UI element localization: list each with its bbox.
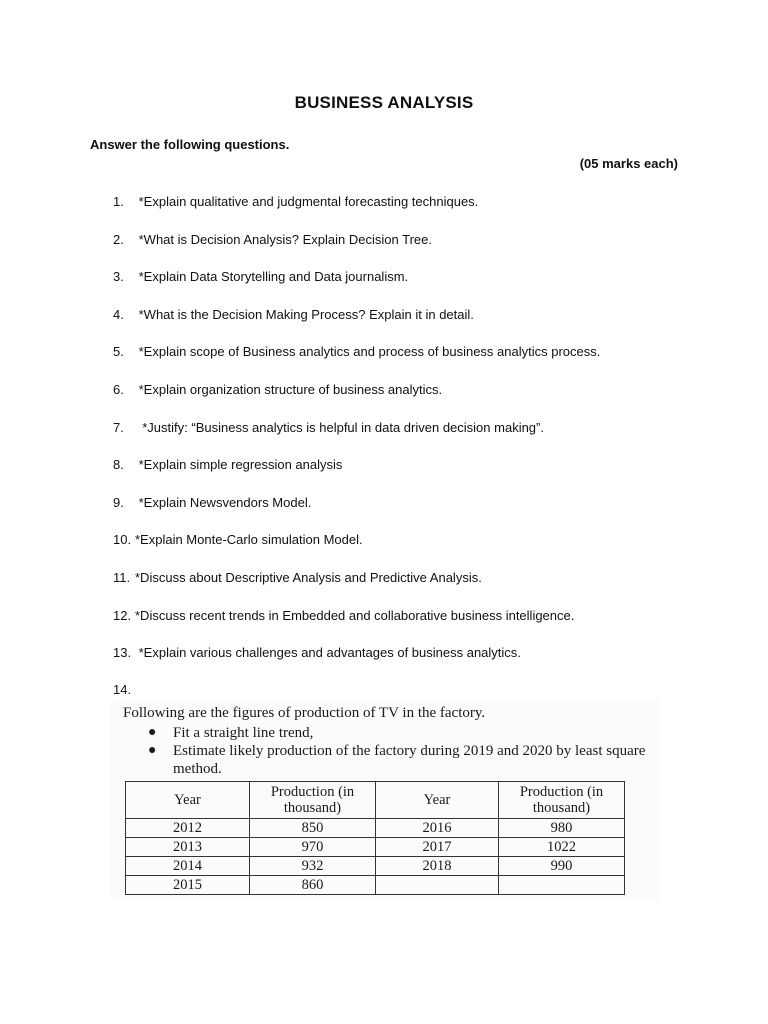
question-4 xyxy=(113,307,600,345)
question-number: 10. xyxy=(113,532,132,548)
question-text: *Discuss about Descriptive Analysis and Predictive Analysis. xyxy=(135,569,482,585)
table-row xyxy=(126,876,625,895)
table-header-cell: Production (in thousand) xyxy=(250,782,376,819)
question-14-bullets xyxy=(148,724,653,778)
bullet-item xyxy=(148,742,653,778)
question-14-scanned-block xyxy=(110,700,660,900)
table-cell: 990 xyxy=(499,857,625,876)
question-text: *Explain qualitative and judgmental forecasting techniques. xyxy=(138,194,479,209)
table-cell: 1022 xyxy=(499,838,625,857)
table-cell: 980 xyxy=(499,819,625,838)
question-text: *Explain Newsvendors Model. xyxy=(138,494,312,510)
question-14-intro: Following are the figures of production of TV in the factory. xyxy=(123,705,486,721)
question-13 xyxy=(113,645,600,683)
table-cell: 2018 xyxy=(376,857,499,876)
question-12 xyxy=(113,608,600,646)
question-number: 12. xyxy=(113,607,132,623)
table-cell: 970 xyxy=(250,838,376,857)
table-row xyxy=(126,819,625,838)
table-cell xyxy=(376,876,499,895)
question-number: 13. xyxy=(113,645,132,661)
table-header-row xyxy=(126,782,625,819)
table-cell: 2015 xyxy=(126,876,250,895)
question-number: 6. xyxy=(113,381,124,397)
bullet-dot-icon: ● xyxy=(148,725,157,740)
question-text: *Justify: “Business analytics is helpful in data driven decision making”. xyxy=(138,419,544,435)
table-cell: 2016 xyxy=(376,819,499,838)
question-number: 11. xyxy=(113,569,131,585)
table-row xyxy=(126,838,625,857)
question-1 xyxy=(113,194,600,232)
question-number: 9. xyxy=(113,494,124,510)
bullet-text: Estimate likely production of the factory during 2019 and 2020 by least square method. xyxy=(173,743,646,777)
question-7 xyxy=(113,420,600,458)
question-3 xyxy=(113,269,600,307)
question-text: *Explain organization structure of business analytics. xyxy=(138,381,443,397)
question-11 xyxy=(113,570,600,608)
table-cell: 2014 xyxy=(126,857,250,876)
table-header-cell: Year xyxy=(126,782,250,819)
question-10 xyxy=(113,532,600,570)
question-5 xyxy=(113,344,600,382)
question-text: *Discuss recent trends in Embedded and collaborative business intelligence. xyxy=(135,607,575,623)
table-cell: 932 xyxy=(250,857,376,876)
question-number: 2. xyxy=(113,231,124,247)
question-number: 4. xyxy=(113,306,124,322)
table-header-cell: Year xyxy=(376,782,499,819)
bullet-item xyxy=(148,724,653,742)
question-number: 1. xyxy=(113,194,124,209)
marks-note: (05 marks each) xyxy=(579,156,678,171)
question-list xyxy=(113,194,600,683)
question-number: 3. xyxy=(113,269,124,285)
question-number: 8. xyxy=(113,457,124,473)
question-number: 7. xyxy=(113,419,124,435)
table-cell: 2012 xyxy=(126,819,250,838)
table-cell: 850 xyxy=(250,819,376,838)
table-cell: 860 xyxy=(250,876,376,895)
question-6 xyxy=(113,382,600,420)
question-number: 5. xyxy=(113,344,124,360)
question-text: *What is Decision Analysis? Explain Decision Tree. xyxy=(138,231,432,247)
question-8 xyxy=(113,457,600,495)
question-text: *Explain Monte-Carlo simulation Model. xyxy=(135,532,363,548)
question-text: *Explain simple regression analysis xyxy=(138,457,343,473)
production-table xyxy=(125,781,625,895)
table-cell xyxy=(499,876,625,895)
table-cell: 2013 xyxy=(126,838,250,857)
question-14-number: 14. xyxy=(113,682,132,697)
question-text: *Explain Data Storytelling and Data journalism. xyxy=(138,269,409,285)
question-text: *Explain scope of Business analytics and process of business analytics process. xyxy=(138,344,601,360)
table-header-cell: Production (in thousand) xyxy=(499,782,625,819)
question-text: *Explain various challenges and advantages of business analytics. xyxy=(135,645,521,661)
instruction-text: Answer the following questions. xyxy=(90,137,290,152)
question-2 xyxy=(113,232,600,270)
question-text: *What is the Decision Making Process? Explain it in detail. xyxy=(138,306,474,322)
table-row xyxy=(126,857,625,876)
bullet-dot-icon: ● xyxy=(148,743,157,758)
document-title: BUSINESS ANALYSIS xyxy=(294,93,474,112)
question-9 xyxy=(113,495,600,533)
bullet-text: Fit a straight line trend, xyxy=(173,725,314,741)
table-cell: 2017 xyxy=(376,838,499,857)
